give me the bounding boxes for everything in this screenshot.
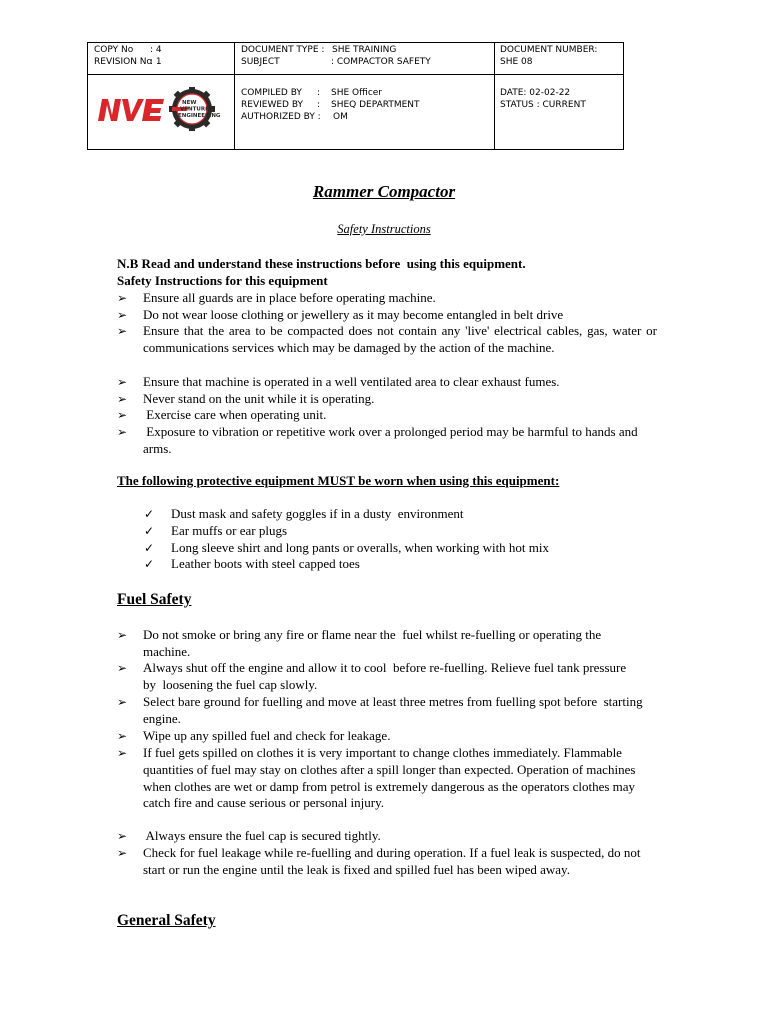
arrow-bullet-icon: ➢ (117, 324, 128, 338)
copy-no-label: COPY No (94, 45, 134, 55)
list-item: ➢ Do not smoke or bring any fire or flame near the fuel whilst re-fuelling or operating the machine. (117, 627, 605, 659)
arrow-bullet-icon: ➢ (117, 291, 128, 305)
ppe-heading: The following protective equipment MUST be worn when using this equipment: (117, 473, 560, 488)
check-icon: ✓ (144, 524, 155, 538)
list-item: ✓ Dust mask and safety goggles if in a dusty environment (144, 506, 464, 521)
subject-label: SUBJECT (241, 57, 280, 67)
list-item: ➢ Exercise care when operating unit. (117, 407, 327, 422)
arrow-bullet-icon: ➢ (117, 746, 128, 760)
copy-revision-cell (94, 44, 162, 68)
arrow-bullet-icon: ➢ (117, 661, 128, 675)
general-safety-heading: General Safety (117, 912, 216, 929)
check-icon: ✓ (144, 557, 155, 571)
compiled-by-label: COMPILED BY (241, 88, 302, 98)
authorized-by-value: OM (333, 112, 348, 122)
page-subtitle: Safety Instructions (337, 222, 431, 236)
arrow-bullet-icon: ➢ (117, 425, 128, 439)
approval-cell (241, 87, 420, 123)
reviewed-by-label: REVIEWED BY (241, 100, 303, 110)
table-divider (494, 43, 495, 149)
fuel-safety-heading: Fuel Safety (117, 591, 192, 608)
logo-text-new: NEW (182, 100, 197, 106)
arrow-bullet-icon: ➢ (117, 408, 128, 422)
list-item: ➢ Ensure all guards are in place before operating machine. (117, 290, 436, 305)
list-item: ➢ Ensure that the area to be compacted does not contain any 'live' electrical cables, gas, water or communications services which may be damaged by the action of the machine. (117, 323, 657, 355)
check-icon: ✓ (144, 507, 155, 521)
list-item: ➢ Always shut off the engine and allow it to cool before re-fuelling. Relieve fuel tank pressure by loosening the fuel cap slowly. (117, 660, 630, 692)
colon: : (317, 100, 321, 110)
check-icon: ✓ (144, 541, 155, 555)
date-text: DATE: 02-02-22 (500, 88, 571, 98)
list-item: ✓ Ear muffs or ear plugs (144, 523, 288, 538)
copy-no-value: : 4 (150, 45, 162, 55)
reviewed-by-value: SHEQ DEPARTMENT (331, 100, 420, 110)
document-header-table (87, 42, 624, 150)
arrow-bullet-icon: ➢ (117, 729, 128, 743)
arrow-bullet-icon: ➢ (117, 308, 128, 322)
table-divider (234, 43, 235, 149)
page-title: Rammer Compactor (312, 182, 456, 201)
subject-value: : COMPACTOR SAFETY (331, 57, 431, 67)
company-logo (96, 87, 228, 131)
list-item: ➢ Check for fuel leakage while re-fuelling and during operation. If a fuel leak is suspected, do not start or run the engine until the leak is fixed and spilled fuel has been wiped away. (117, 845, 641, 877)
arrow-bullet-icon: ➢ (117, 846, 128, 860)
arrow-bullet-icon: ➢ (117, 829, 128, 843)
document-type-label: DOCUMENT TYPE : (241, 45, 325, 55)
arrow-bullet-icon: ➢ (117, 375, 128, 389)
arrow-bullet-icon: ➢ (117, 695, 128, 709)
date-status-cell (500, 87, 586, 111)
document-number-cell (500, 44, 597, 68)
arrow-bullet-icon: ➢ (117, 392, 128, 406)
list-item: ➢ Do not wear loose clothing or jewellery as it may become entangled in belt drive (117, 307, 564, 322)
colon: : (317, 88, 321, 98)
list-item: ➢ Never stand on the unit while it is operating. (117, 391, 375, 406)
document-type-cell (241, 44, 431, 68)
nb-notice: N.B Read and understand these instructions before using this equipment. (117, 256, 526, 271)
list-item: ➢ Ensure that machine is operated in a well ventilated area to clear exhaust fumes. (117, 374, 560, 389)
document-number-value: SHE 08 (500, 57, 533, 67)
logo-text-ventures: VENTURES (180, 106, 213, 113)
document-number-label: DOCUMENT NUMBER: (500, 45, 598, 55)
authorized-by-label: AUTHORIZED BY : (241, 112, 321, 122)
list-item: ➢ Always ensure the fuel cap is secured tightly. (117, 828, 381, 843)
compiled-by-value: SHE Officer (331, 88, 382, 98)
status-text: STATUS : CURRENT (500, 100, 586, 110)
document-type-value: SHE TRAINING (332, 45, 397, 55)
logo-text-engineering: ENGINEERING (178, 113, 221, 119)
revision-no-label: REVISION No (94, 57, 153, 67)
list-item: ✓ Long sleeve shirt and long pants or overalls, when working with hot mix (144, 540, 550, 555)
list-item: ➢ If fuel gets spilled on clothes it is very important to change clothes immediately. Flammable quantities of fuel may stay on clothes after a spill longer than expected. Operation of machines when clothes are wet or damp from petrol is extremely dangerous as the operators clothes may catch fire and cause serious or personal injury. (117, 745, 636, 811)
list-item: ➢ Wipe up any spilled fuel and check for leakage. (117, 728, 391, 743)
safety-instructions-heading: Safety Instructions for this equipment (117, 273, 328, 288)
table-divider (88, 74, 623, 75)
list-item: ➢ Exposure to vibration or repetitive work over a prolonged period may be harmful to hands and arms. (117, 424, 641, 456)
arrow-bullet-icon: ➢ (117, 628, 128, 642)
revision-no-value: : 1 (150, 57, 162, 67)
list-item: ➢ Select bare ground for fuelling and move at least three metres from fuelling spot before starting engine. (117, 694, 646, 726)
list-item: ✓ Leather boots with steel capped toes (144, 556, 360, 571)
